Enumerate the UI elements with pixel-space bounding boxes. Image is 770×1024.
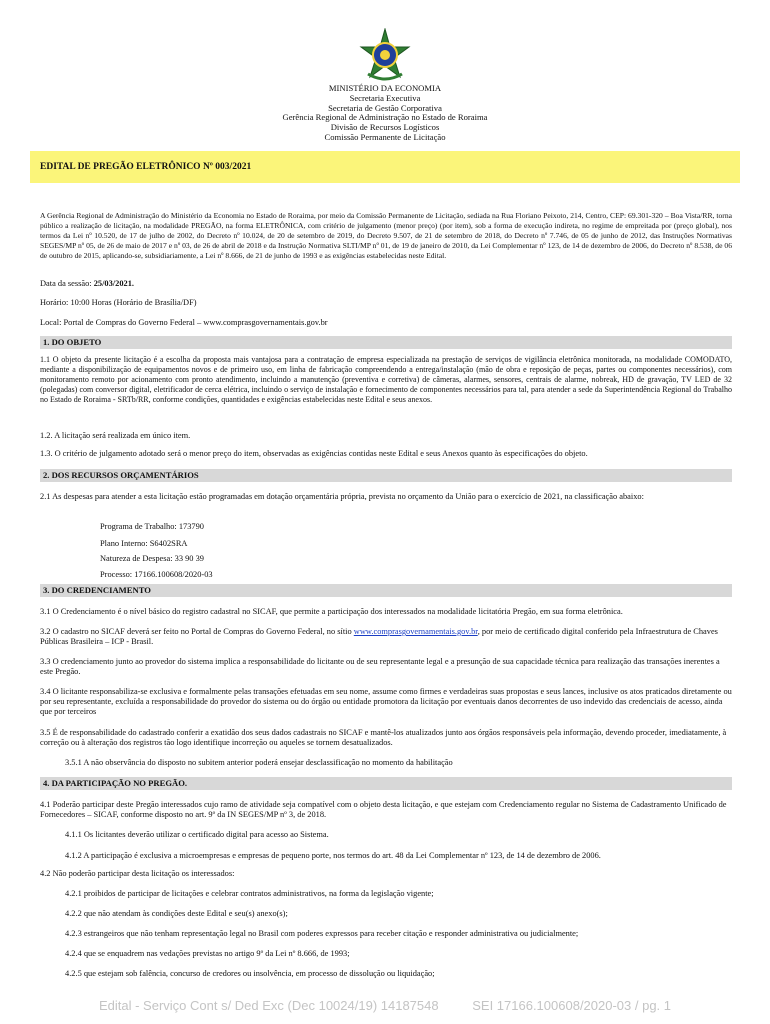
session-date-value: 25/03/2021. <box>93 279 134 288</box>
coat-of-arms-emblem <box>358 28 412 82</box>
paragraph: 1.2. A licitação será realizada em único item. <box>40 431 191 440</box>
budget-item: Programa de Trabalho: 173790 <box>100 522 204 531</box>
paragraph <box>40 627 732 647</box>
footer-document-label: Edital - Serviço Cont s/ Ded Exc (Dec 10024/19) 14187548 <box>98 998 439 1013</box>
section-heading: 2. DOS RECURSOS ORÇAMENTÁRIOS <box>40 469 732 482</box>
session-place: Local: Portal de Compras do Governo Federal – www.comprasgovernamentais.gov.br <box>40 318 328 327</box>
paragraph: 2.1 As despesas para atender a esta licitação estão programadas em dotação orçamentária própria, prevista no orçamento da União para o exercício de 2021, na classificação abaixo: <box>40 492 644 501</box>
paragraph: 4.2.2 que não atendam às condições deste Edital e seu(s) anexo(s); <box>65 909 288 918</box>
session-date-label: Data da sessão: <box>40 279 92 288</box>
paragraph: 4.1 Poderão participar deste Pregão interessados cujo ramo de atividade seja compatível com o objeto desta licitação, e que estejam com Credenciamento regular no Sistema de Cadastramento Unificado de Fornecedores – SICAF, conforme disposto no art. 9º da IN SEGES/MP nº 3, de 2018. <box>40 800 727 820</box>
paragraph: 4.2.3 estrangeiros que não tenham representação legal no Brasil com poderes expressos para receber citação e responder administrativa ou judicialmente; <box>65 929 579 938</box>
budget-item: Natureza de Despesa: 33 90 39 <box>100 554 204 563</box>
header-line: Gerência Regional de Administração no Estado de Roraima <box>282 112 488 123</box>
paragraph-text: 3.2 O cadastro no SICAF deverá ser feito no Portal de Compras do Governo Federal, no sítio <box>40 627 354 636</box>
paragraph: 3.5 É de responsabilidade do cadastrado conferir a exatidão dos seus dados cadastrais no SICAF e mantê-los atualizados junto aos órgãos responsáveis pela informação, devendo proceder, imediatamente, à correção ou à alteração dos registros tão logo identifique incorreção ou aqueles se tornem desatualizados. <box>40 728 727 748</box>
intro-paragraph: A Gerência Regional de Administração do Ministério da Economia no Estado de Roraima, por meio da Comissão Permanente de Licitação, sediada na Rua Floriano Peixoto, 214, Centro, CEP: 69.301-320 – Boa Vista/RR, torna público a realização de licitação, na modalidade PREGÃO, na forma ELETRÔNICA, com critério de julgamento (menor preço) (por item), sob a forma de execução indireta, no regime de empreitada por (preço global), nos termos da Lei nº 10.520, de 17 de julho de 2002, do Decreto nº 10.024, de 20 de setembro de 2019, do Decreto 9.507, de 21 de setembro de 2018, do Decreto nº 7.746, de 05 de junho de 2012, das Instruções Normativas SEGES/MP nº 05, de 26 de maio de 2017 e nº 03, de 26 de abril de 2018 e da Instrução Normativa SLTI/MP nº 01, de 19 de janeiro de 2010, da Lei Complementar nº 123, de 14 de dezembro de 2006, do Decreto nº 8.538, de 06 de outubro de 2015, aplicando-se, subsidiariamente, a Lei nº 8.666, de 21 de junho de 1993 e as exigências estabelecidas neste Edital. <box>40 211 732 260</box>
paragraph: 3.4 O licitante responsabiliza-se exclusiva e formalmente pelas transações efetuadas em seu nome, assume como firmes e verdadeiras suas propostas e seus lances, inclusive os atos praticados diretamente ou por seu representante, excluída a responsabilidade do provedor do sistema ou do órgão ou entidade promotora da licitação por eventuais danos decorrentes de uso indevido das credenciais de acesso, ainda que por terceiros <box>40 687 732 717</box>
header-line: Comissão Permanente de Licitação <box>324 131 446 142</box>
paragraph-text: , por meio de certificado digital conferido pela Infraestrutura de Chaves Públicas Brasileira – ICP - Brasil. <box>40 627 718 647</box>
section-heading: 4. DA PARTICIPAÇÃO NO PREGÃO. <box>40 777 732 790</box>
section-heading: 3. DO CREDENCIAMENTO <box>40 584 732 597</box>
page-footer <box>0 998 770 1013</box>
title-banner <box>30 151 740 183</box>
session-time: Horário: 10:00 Horas (Horário de Brasília/DF) <box>40 298 197 307</box>
footer-page-label: SEI 17166.100608/2020-03 / pg. 1 <box>472 998 672 1013</box>
paragraph: 4.2.1 proibidos de participar de licitações e celebrar contratos administrativos, na forma da legislação vigente; <box>65 889 434 898</box>
header-line: Secretaria de Gestão Corporativa <box>328 102 442 113</box>
portal-link[interactable]: www.comprasgovernamentais.gov.br <box>353 627 478 636</box>
section-heading: 1. DO OBJETO <box>40 336 732 349</box>
paragraph: 4.1.2 A participação é exclusiva a microempresas e empresas de pequeno porte, nos termos do art. 48 da Lei Complementar nº 123, de 14 de dezembro de 2006. <box>65 851 601 860</box>
paragraph: 4.2.4 que se enquadrem nas vedações previstas no artigo 9º da Lei nº 8.666, de 1993; <box>65 949 350 958</box>
paragraph: 4.2.5 que estejam sob falência, concurso de credores ou insolvência, em processo de dissolução ou liquidação; <box>65 969 435 978</box>
budget-item: Processo: 17166.100608/2020-03 <box>100 570 213 579</box>
paragraph: 3.3 O credenciamento junto ao provedor do sistema implica a responsabilidade do licitante ou de seu representante legal e a presunção de sua capacidade técnica para realização das transações inerentes a este Pregão. <box>40 657 720 677</box>
ministry-name: MINISTÉRIO DA ECONOMIA <box>328 83 442 93</box>
paragraph: 3.5.1 A não observância do disposto no subitem anterior poderá ensejar desclassificação no momento da habilitação <box>65 758 453 767</box>
budget-item: Plano Interno: S6402SRA <box>100 539 188 548</box>
paragraph: 3.1 O Credenciamento é o nível básico do registro cadastral no SICAF, que permite a participação dos interessados na modalidade licitatória Pregão, em sua forma eletrônica. <box>40 607 623 616</box>
document-title: EDITAL DE PREGÃO ELETRÔNICO Nº 003/2021 <box>40 162 252 172</box>
paragraph: 4.2 Não poderão participar desta licitação os interessados: <box>40 869 235 878</box>
session-date <box>40 279 732 289</box>
paragraph: 1.3. O critério de julgamento adotado será o menor preço do item, observadas as exigências contidas neste Edital e seus Anexos quanto às especificações do objeto. <box>40 449 588 458</box>
paragraph: 1.1 O objeto da presente licitação é a escolha da proposta mais vantajosa para a contratação de empresa especializada na prestação de serviços de vigilância eletrônica monitorada, na modalidade COMODATO, mediante a disponibilização de equipamentos novos e de primeiro uso, em linha de fabricação compreendendo a entrega/instalação (mão de obra e reposição de peças, partes ou componentes necessários), com monitoramento remoto por acionamento com pronto atendimento, incluindo a manutenção (preventiva e corretiva) de câmeras, alarmes, sensores, centrais de alarme, nobreak, HD de gravação, TV LED de 32 (polegadas) com conversor digital, eletrificador de cerca elétrica, incluindo o serviço de instalação e fornecimento de componentes necessários para tal, para atender a sede da Superintendência Regional do Trabalho no Estado de Roraima - SRTb/RR, conforme condições, quantidades e exigências estabelecidas neste Edital e seus anexos. <box>40 355 732 404</box>
document-header <box>0 84 770 143</box>
header-line: Divisão de Recursos Logísticos <box>330 122 440 133</box>
header-line: Secretaria Executiva <box>349 92 421 103</box>
paragraph: 4.1.1 Os licitantes deverão utilizar o certificado digital para acesso ao Sistema. <box>65 830 329 839</box>
